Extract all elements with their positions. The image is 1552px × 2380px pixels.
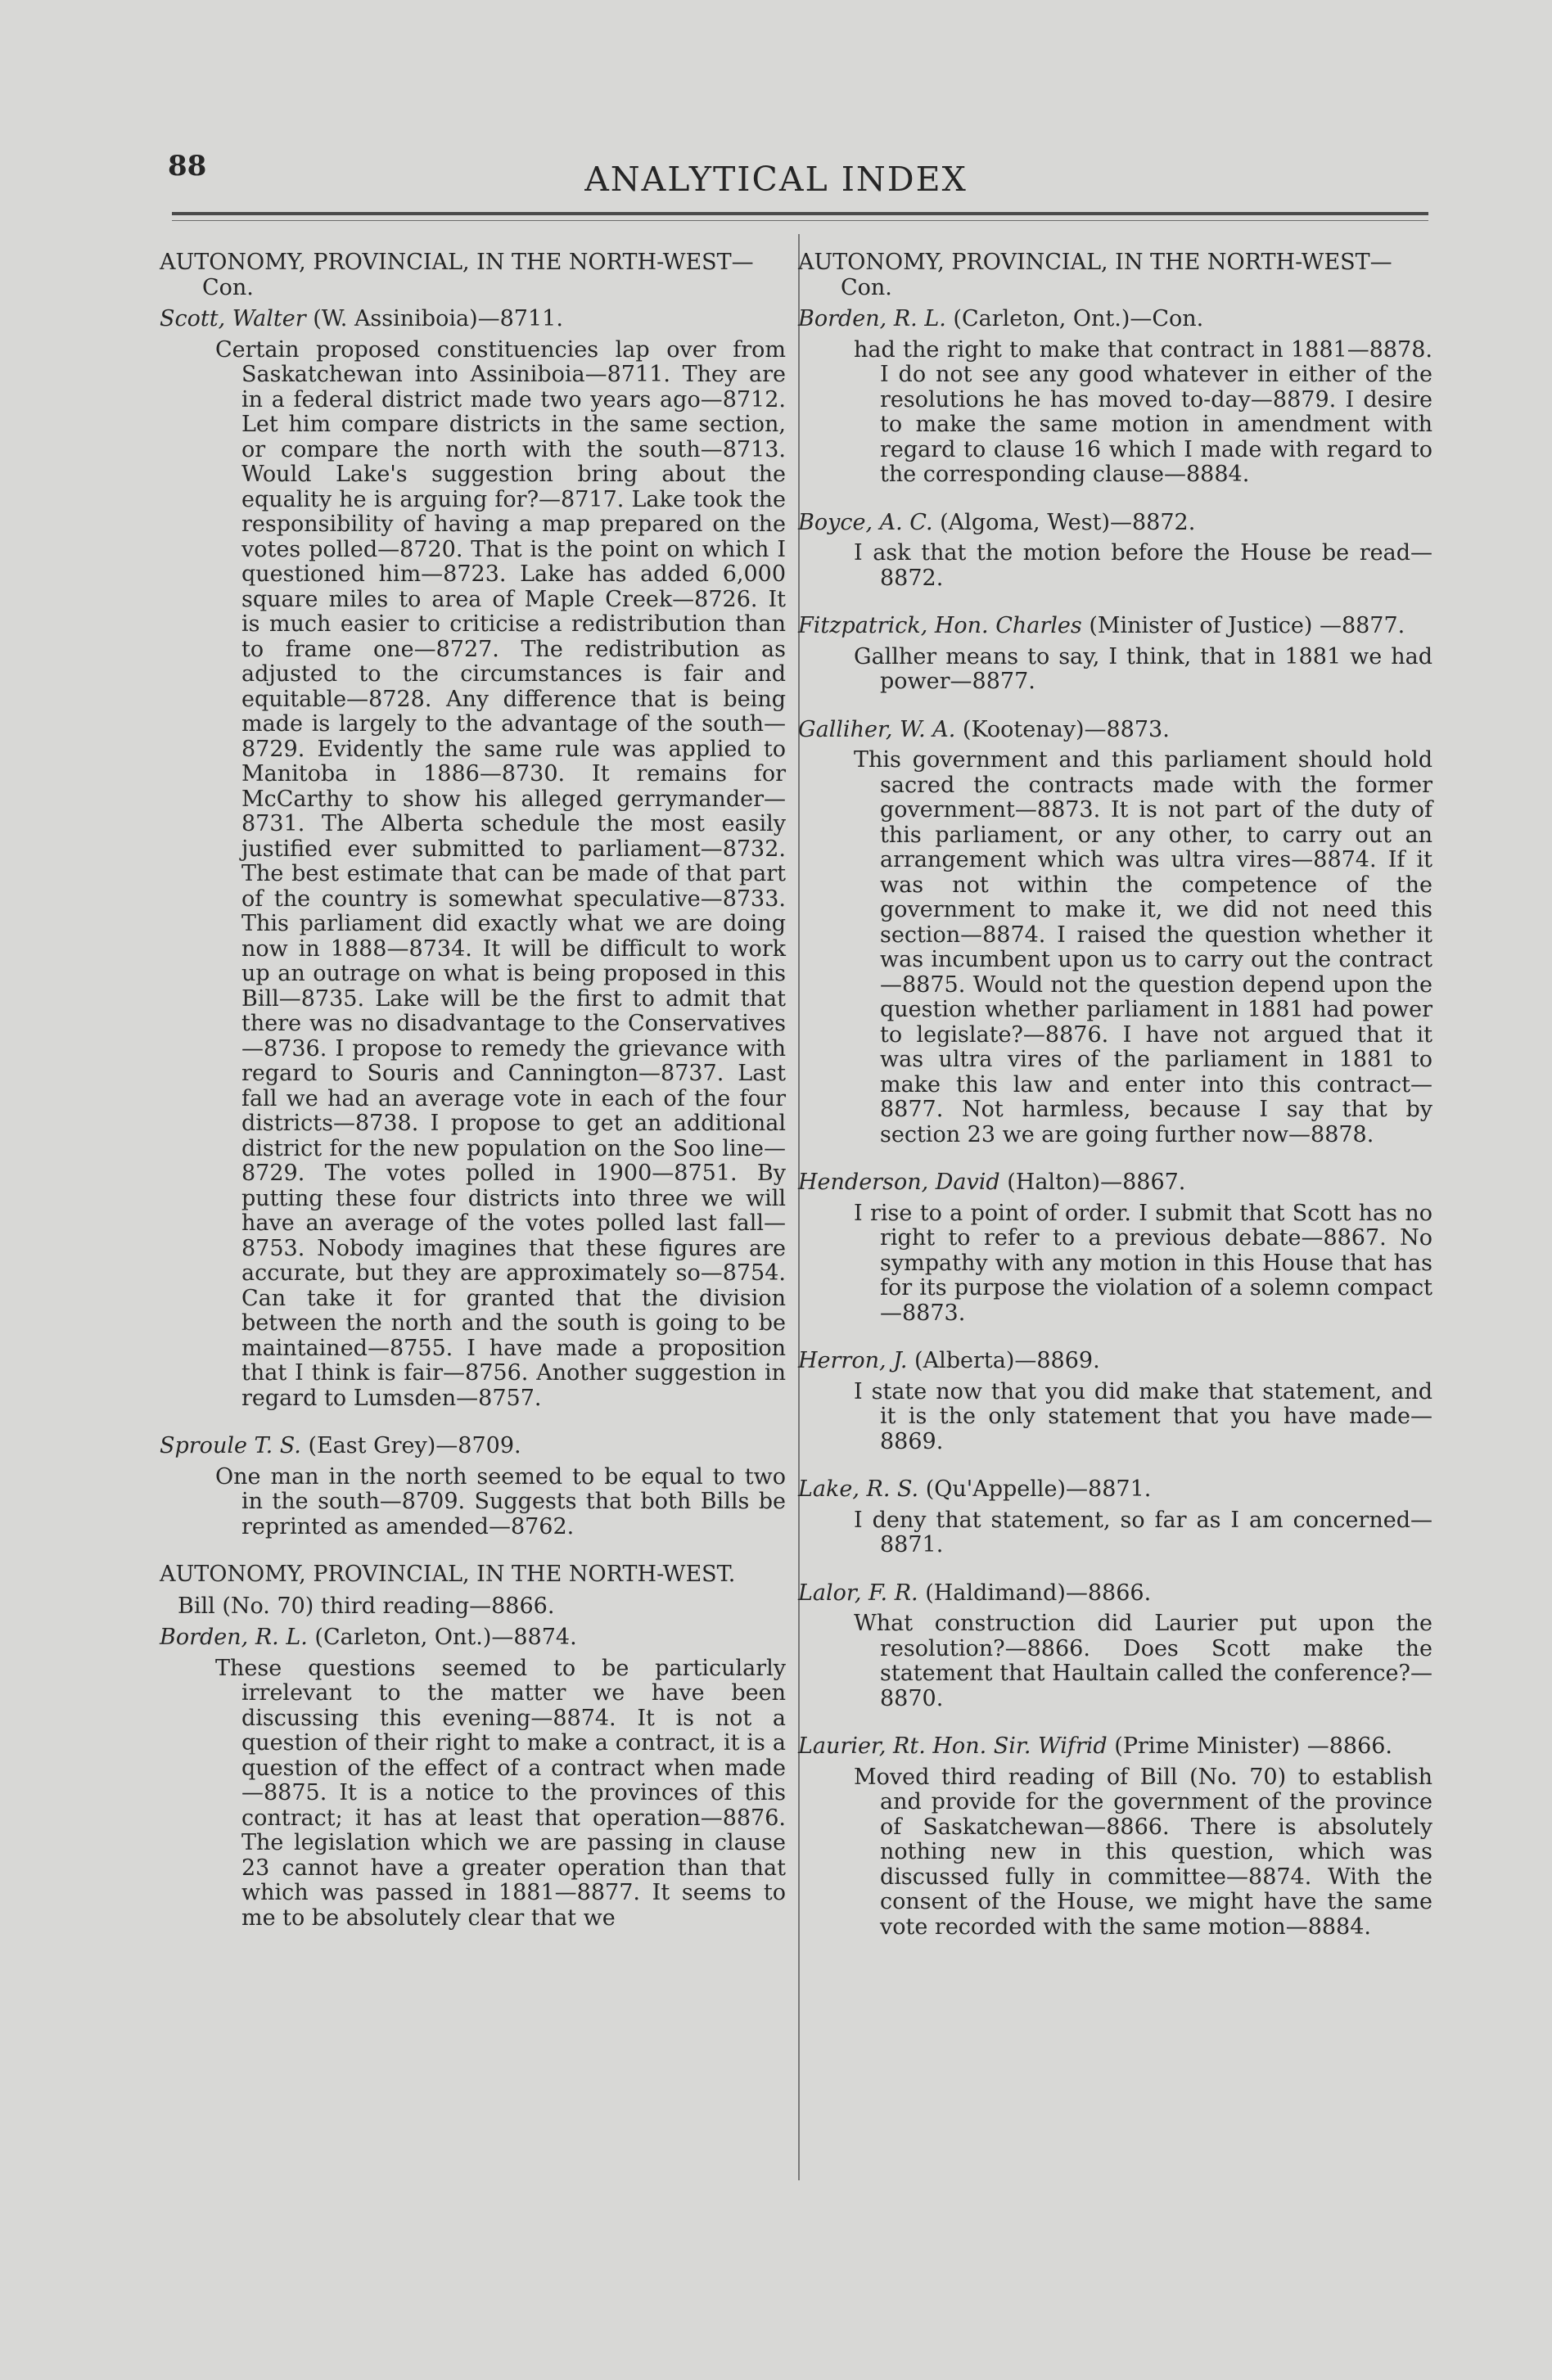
speaker-line (160, 307, 786, 332)
speaker-entry: This government and this parliament should hold sacred the contracts made with the former government—8873. It is not part of the duty of this parliament, or any other, to carry out an arrangement which was ultra vires—8874. If it was not within the competence of the government to make it, we did not need this section—8874. I raised the question whether it was incumbent upon us to carry out the contract—8875. Would not the question depend upon the question whether parliament in 1881 had power to legislate?—8876. I have not argued that it was ultra vires of the parliament in 1881 to make this law and enter into this contract—8877. Not harmless, because I say that by section 23 we are going further now—8878. (854, 747, 1432, 1147)
speaker-entry: What construction did Laurier put upon the resolution?—8866. Does Scott make the statement that Haultain called the conference?—8870. (854, 1611, 1432, 1711)
speaker-line (798, 511, 1432, 536)
speaker-entry: I rise to a point of order. I submit that Scott has no right to refer to a previous debate—8867. No sympathy with any motion in this House that has for its purpose the violation of a solemn compact—8873. (854, 1200, 1432, 1326)
speaker-name: Lake, R. S. (798, 1476, 919, 1502)
speaker-entry: These questions seemed to be particularly irrelevant to the matter we have been discussing this evening—8874. It is not a question of their right to make a contract, it is a question of the effect of a contract when made—8875. It is a notice to the provinces of this contract; it has at least that operation—8876. The legislation which we are passing in clause 23 cannot have a greater operation than that which was passed in 1881—8877. It seems to me to be absolutely clear that we (215, 1655, 786, 1931)
speaker-line (798, 1581, 1432, 1607)
speaker-riding: (Carleton, Ont.)—8874. (307, 1625, 577, 1650)
speaker-entry: had the right to make that contract in 1881—8878. I do not see any good whatever in either of the resolutions he has moved to-day—8879. I desire to make the same motion in amendment with regard to clause 16 which I made with regard to the corresponding clause—8884. (854, 336, 1432, 487)
speaker-entry: Certain proposed constituencies lap over from Saskatchewan into Assiniboia—8711. They are in a federal district made two years ago—8712. Let him compare districts in the same section, or compare the north with the south—8713. Would Lake's suggestion bring about the equality he is arguing for?—8717. Lake took the responsibility of having a map prepared on the votes polled—8720. That is the point on which I questioned him—8723. Lake has added 6,000 square miles to area of Maple Creek—8726. It is much easier to criticise a redistribution than to frame one—8727. The redistribution as adjusted to the circumstances is fair and equitable—8728. Any difference that is being made is largely to the advantage of the south—8729. Evidently the same rule was applied to Manitoba in 1886—8730. It remains for McCarthy to show his alleged gerrymander—8731. The Alberta schedule the most easily justified ever submitted to parliament—8732. The best estimate that can be made of that part of the country is somewhat speculative—8733. This parliament did exactly what we are doing now in 1888—8734. It will be difficult to work up an outrage on what is being proposed in this Bill—8735. Lake will be the first to admit that there was no disadvantage to the Conservatives—8736. I propose to remedy the grievance with regard to Souris and Cannington—8737. Last fall we had an average vote in each of the four districts—8738. I propose to get an additional district for the new population on the Soo line—8729. The votes polled in 1900—8751. By putting these four districts into three we will have an average of the votes polled last fall—8753. Nobody imagines that these figures are accurate, but they are approximately so—8754. Can take it for granted that the division between the north and the south is going to be maintained—8755. I have made a proposition that I think is fair—8756. Another suggestion in regard to Lumsden—8757. (215, 336, 786, 1411)
speaker-line (798, 614, 1432, 639)
speaker-name: Sproule T. S. (160, 1433, 301, 1458)
page-number: 88 (168, 150, 207, 183)
speaker-line (160, 1625, 786, 1651)
speaker-riding: (Minister of Justice) —8877. (1081, 613, 1405, 638)
speaker-riding: (W. Assiniboia)—8711. (305, 306, 563, 331)
speaker-line (798, 1349, 1432, 1374)
speaker-line (798, 1734, 1432, 1760)
speaker-name: Henderson, David (798, 1170, 1000, 1195)
speaker-riding: (Halton)—8867. (999, 1170, 1186, 1195)
speaker-line (798, 718, 1432, 743)
speaker-riding: (Qu'Appelle)—8871. (918, 1476, 1152, 1502)
speaker-riding: (East Grey)—8709. (300, 1433, 521, 1458)
speaker-riding: (Kootenay)—8873. (955, 716, 1170, 742)
section-subheading: Bill (No. 70) third reading—8866. (178, 1593, 555, 1619)
speaker-line (798, 1170, 1432, 1196)
speaker-name: Boyce, A. C. (798, 509, 933, 535)
speaker-entry: I ask that the motion before the House be read—8872. (854, 540, 1432, 591)
running-head-title: ANALYTICAL INDEX (584, 160, 968, 199)
speaker-riding: (Alberta)—8869. (907, 1348, 1100, 1373)
speaker-entry: Moved third reading of Bill (No. 70) to establish and provide for the government of the province of Saskatchewan—8866. There is absolutely nothing new in this question, which was discussed fully in committee—8874. With the consent of the House, we might have the same vote recorded with the same motion—8884. (854, 1764, 1432, 1940)
right-column (798, 250, 1432, 1963)
speaker-riding: (Haldimand)—8866. (918, 1580, 1152, 1606)
speaker-name: Borden, R. L. (798, 306, 946, 331)
section-heading-continued: AUTONOMY, PROVINCIAL, IN THE NORTH-WEST—Con. (798, 250, 1392, 300)
header-rule-thick (172, 212, 1428, 215)
speaker-name: Galliher, W. A. (798, 716, 956, 742)
speaker-entry: Gallher means to say, I think, that in 1881 we had power—8877. (854, 643, 1432, 694)
header-rule-thin (172, 220, 1428, 221)
speaker-name: Scott, Walter (160, 306, 306, 331)
speaker-line (160, 1434, 786, 1459)
speaker-entry: I state now that you did make that statement, and it is the only statement that you have made—8869. (854, 1378, 1432, 1454)
speaker-riding: (Carleton, Ont.)—Con. (945, 306, 1204, 331)
speaker-line (798, 307, 1432, 332)
speaker-name: Fitzpatrick, Hon. Charles (798, 613, 1082, 638)
left-column (160, 250, 786, 1954)
section-heading: AUTONOMY, PROVINCIAL, IN THE NORTH-WEST. (160, 1562, 736, 1587)
speaker-name: Lalor, F. R. (798, 1580, 918, 1606)
speaker-name: Herron, J. (798, 1348, 908, 1373)
speaker-riding: (Algoma, West)—8872. (932, 509, 1196, 535)
speaker-name: Laurier, Rt. Hon. Sir. Wifrid (798, 1733, 1108, 1759)
speaker-name: Borden, R. L. (160, 1625, 308, 1650)
speaker-riding: (Prime Minister) —8866. (1107, 1733, 1393, 1759)
section-heading-continued: AUTONOMY, PROVINCIAL, IN THE NORTH-WEST—Con. (160, 250, 754, 300)
speaker-entry: One man in the north seemed to be equal to two in the south—8709. Suggests that both Bills be reprinted as amended—8762. (215, 1463, 786, 1539)
speaker-line (798, 1477, 1432, 1503)
speaker-entry: I deny that statement, so far as I am concerned—8871. (854, 1507, 1432, 1557)
